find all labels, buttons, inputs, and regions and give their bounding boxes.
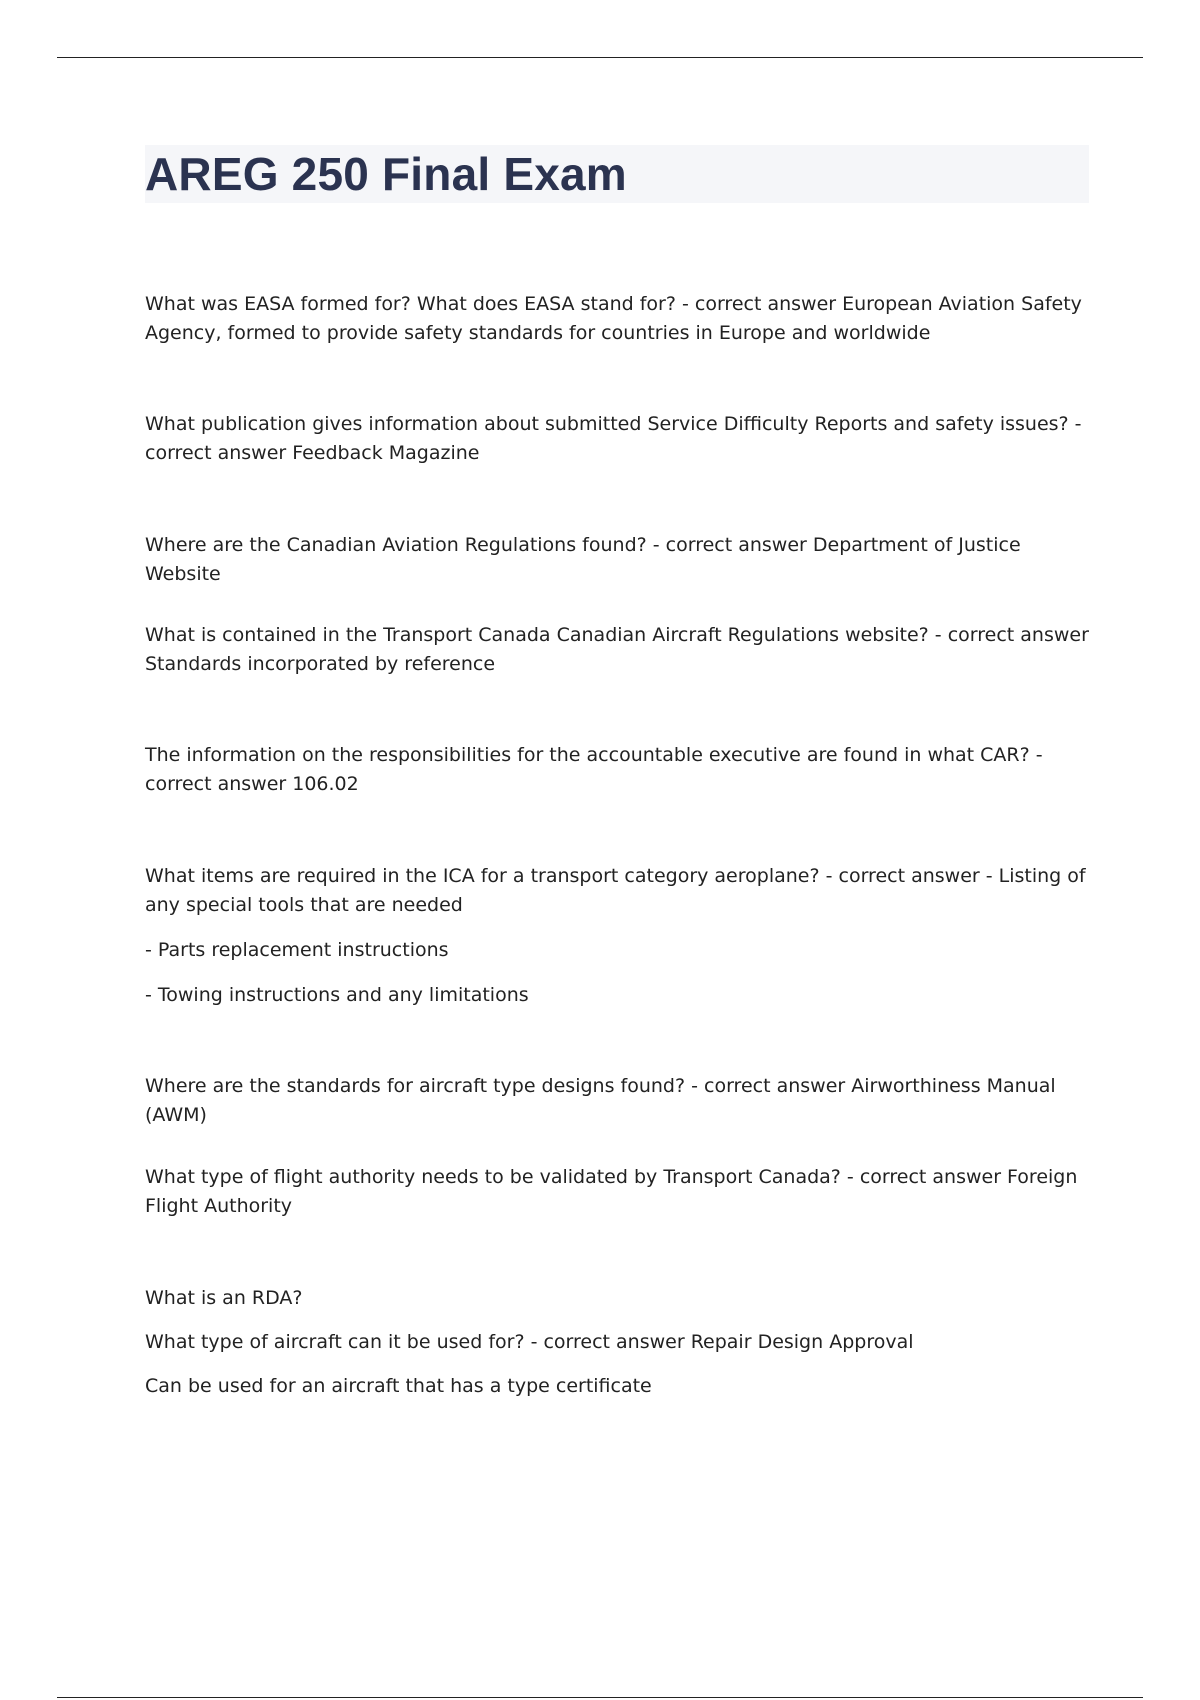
top-rule — [57, 57, 1143, 58]
qa-item-6 — [145, 862, 1090, 1010]
qa-line: What is an RDA? — [145, 1287, 303, 1309]
qa-line: What publication gives information about submitted Service Difficulty Reports and safety issues? - correct answer Feedback Magazine — [145, 413, 1082, 464]
qa-item-9 — [145, 1284, 1090, 1401]
qa-item-8 — [145, 1163, 1090, 1221]
qa-line: Where are the Canadian Aviation Regulations found? - correct answer Department of Justice Website — [145, 534, 1021, 585]
qa-line: - Towing instructions and any limitations — [145, 984, 529, 1006]
bottom-rule — [57, 1697, 1143, 1698]
qa-line: The information on the responsibilities for the accountable executive are found in what CAR? - correct answer 106.02 — [145, 744, 1043, 795]
qa-line: - Parts replacement instructions — [145, 939, 449, 961]
qa-line: What items are required in the ICA for a transport category aeroplane? - correct answer - Listing of any special tools that are needed — [145, 865, 1086, 916]
qa-item-1 — [145, 290, 1090, 348]
qa-item-3 — [145, 531, 1090, 589]
qa-item-5 — [145, 741, 1090, 799]
document-title: AREG 250 Final Exam — [145, 148, 627, 200]
qa-item-2 — [145, 410, 1090, 468]
qa-item-7 — [145, 1072, 1090, 1130]
qa-line: Can be used for an aircraft that has a type certificate — [145, 1375, 652, 1397]
qa-line: What was EASA formed for? What does EASA stand for? - correct answer European Aviation Safety Agency, formed to provide safety standards for countries in Europe and worldwide — [145, 293, 1082, 344]
qa-line: What is contained in the Transport Canada Canadian Aircraft Regulations website? - correct answer Standards incorporated by reference — [145, 624, 1089, 675]
qa-line: What type of aircraft can it be used for? - correct answer Repair Design Approval — [145, 1331, 914, 1353]
qa-line: Where are the standards for aircraft type designs found? - correct answer Airworthiness Manual (AWM) — [145, 1075, 1056, 1126]
qa-line: What type of flight authority needs to be validated by Transport Canada? - correct answer Foreign Flight Authority — [145, 1166, 1078, 1217]
qa-item-4 — [145, 621, 1090, 679]
